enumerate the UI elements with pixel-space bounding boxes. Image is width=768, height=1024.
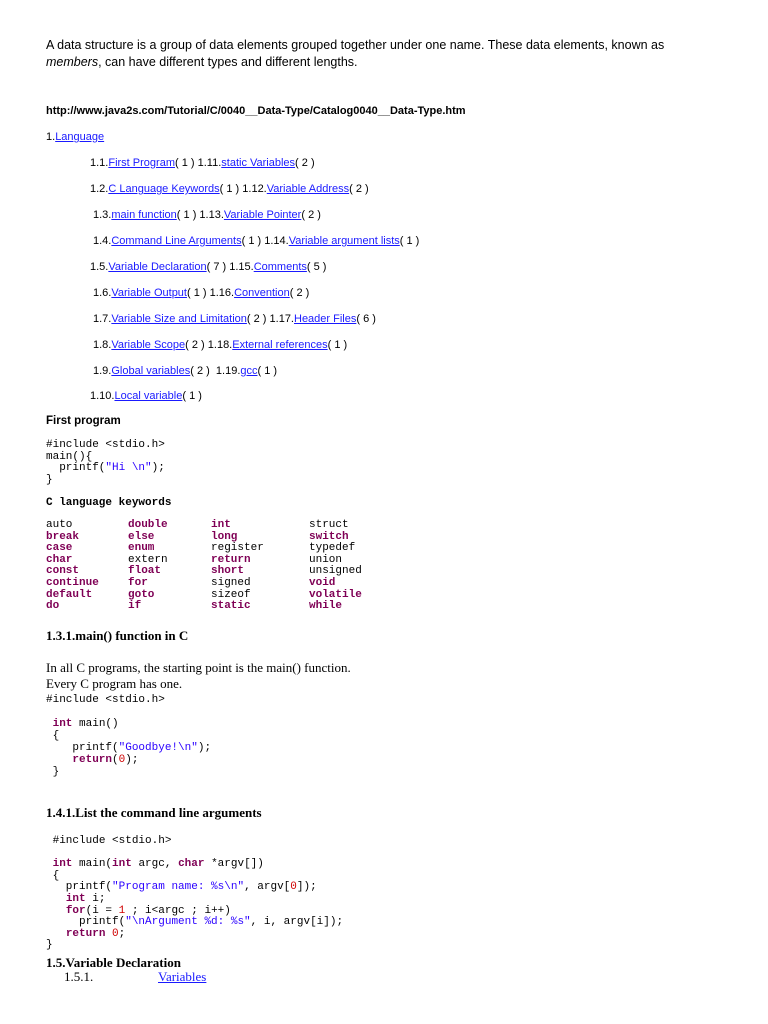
- code-text: ; i<argc ; i++): [125, 904, 231, 917]
- keyword-cell: const: [46, 565, 80, 578]
- toc-item-count: ( 5 ): [306, 261, 327, 273]
- toc-item-count: ( 1 ): [399, 235, 420, 247]
- toc-item-num: 1.9.: [93, 365, 112, 377]
- code-text: printf(: [52, 881, 113, 894]
- code-text: {: [52, 730, 60, 742]
- toc-item-num: 1.7.: [93, 313, 112, 325]
- toc-item-num: 1.4.: [93, 235, 112, 247]
- code-line: [46, 940, 343, 952]
- first-program-code: [46, 440, 165, 486]
- code-text: , argv[: [244, 881, 291, 894]
- code-line: [46, 754, 211, 766]
- keyword-cell: struct: [309, 519, 349, 531]
- toc-item-link[interactable]: C Language Keywords: [108, 183, 220, 195]
- source-url: http://www.java2s.com/Tutorial/C/0040__Data-Type/Catalog0040__Data-Type.htm: [46, 105, 466, 117]
- keyword-cell: do: [46, 600, 60, 613]
- code-keyword: return: [65, 927, 106, 940]
- keyword-cell: void: [309, 577, 336, 589]
- keyword-cell: else: [128, 530, 155, 543]
- toc-row: [93, 209, 321, 221]
- toc-item-num: 1.17.: [266, 313, 294, 325]
- keyword-cell: register: [211, 542, 264, 555]
- variables-link[interactable]: Variables: [158, 969, 207, 984]
- code-text: printf(: [46, 742, 119, 754]
- code-line: [46, 463, 165, 475]
- toc-row: [93, 339, 347, 351]
- decl-sub-num: 1.5.1.: [64, 969, 94, 984]
- keyword-cell: typedef: [309, 542, 356, 555]
- keyword-cell: if: [128, 600, 142, 613]
- code-keyword: return: [72, 754, 113, 766]
- toc-item-count: ( 2 ): [295, 157, 315, 169]
- keyword-cell: default: [46, 588, 93, 601]
- code-line: [46, 929, 343, 941]
- keyword-cell: switch: [309, 530, 349, 543]
- keyword-cell: union: [309, 553, 343, 566]
- keyword-cell: goto: [128, 588, 155, 601]
- toc-item-num: 1.16.: [206, 287, 235, 299]
- toc-item-count: ( 1 ): [182, 390, 202, 402]
- keyword-cell: enum: [128, 542, 155, 555]
- code-text: main(): [72, 718, 119, 730]
- toc-item-num: 1.12.: [239, 183, 267, 195]
- toc-item-num: 1.8.: [93, 339, 112, 351]
- code-text: main(: [72, 858, 113, 871]
- toc-item-count: ( 1 ): [219, 183, 240, 195]
- toc-item-link[interactable]: main function: [111, 209, 177, 221]
- code-text: );: [197, 742, 212, 754]
- code-text: *argv[]): [204, 858, 264, 871]
- code-line: [46, 836, 343, 848]
- code-text: i;: [85, 892, 106, 905]
- keyword-cell: double: [128, 519, 168, 531]
- toc-item-link[interactable]: gcc: [240, 365, 258, 377]
- main-section-text: [46, 660, 351, 692]
- toc-item-link[interactable]: Command Line Arguments: [111, 235, 242, 247]
- keyword-cell: return: [211, 553, 251, 566]
- intro-line-2: [46, 54, 664, 71]
- toc-row: [90, 157, 315, 169]
- code-text: argc,: [131, 858, 179, 871]
- toc-item-link[interactable]: Variable Size and Limitation: [111, 313, 247, 325]
- toc-item-count: ( 6 ): [356, 313, 376, 325]
- keyword-cell: int: [211, 519, 231, 531]
- code-line: [46, 859, 343, 871]
- code-text: printf(: [46, 462, 106, 474]
- keywords-heading: C language keywords: [46, 497, 172, 509]
- toc-item-link[interactable]: Comments: [253, 261, 307, 273]
- code-string: "Hi \n": [105, 462, 152, 474]
- toc-item-num: 1.6.: [93, 287, 112, 299]
- keyword-cell: case: [46, 542, 73, 555]
- args-section-heading: 1.4.1.List the command line arguments: [46, 805, 262, 820]
- intro-line-2-rest: , can have different types and different lengths.: [98, 55, 358, 69]
- decl-section-heading: 1.5.Variable Declaration: [46, 955, 181, 970]
- toc-item-link[interactable]: Variable Output: [111, 287, 187, 299]
- code-keyword: int: [52, 858, 73, 871]
- code-text: , i, argv[i]);: [250, 916, 344, 929]
- code-number: 0: [112, 927, 119, 940]
- code-line: [46, 718, 211, 730]
- code-line: [46, 742, 211, 754]
- toc-item-count: ( 1 ): [176, 209, 197, 221]
- toc-item-num: 1.1.: [90, 157, 109, 169]
- keyword-cell: static: [211, 600, 251, 613]
- toc-top-num: 1.: [46, 131, 56, 143]
- toc-row: [93, 287, 309, 299]
- toc-item-link[interactable]: Global variables: [111, 365, 191, 377]
- code-keyword: int: [52, 718, 73, 730]
- code-text: (: [112, 754, 119, 766]
- code-keyword: for: [65, 904, 86, 917]
- intro-paragraph: [46, 37, 664, 71]
- toc-item-count: ( 1 ): [186, 287, 207, 299]
- toc-item-count: ( 2 ): [289, 287, 310, 299]
- toc-item-count: ( 2 ): [246, 313, 267, 325]
- toc-row: [90, 390, 202, 402]
- toc-item-num: 1.14.: [261, 235, 289, 247]
- toc-item-num: 1.15.: [226, 261, 254, 273]
- code-string: "\nArgument %d: %s": [125, 916, 251, 929]
- toc-item-link[interactable]: Variable Scope: [111, 339, 186, 351]
- toc-item-count: ( 2 ): [190, 365, 210, 377]
- code-text: printf(: [52, 916, 126, 929]
- code-keyword: char: [178, 858, 205, 871]
- code-line: #include <stdio.h>: [46, 439, 165, 451]
- keyword-cell: unsigned: [309, 565, 362, 578]
- toc-item-count: ( 1 ): [174, 157, 195, 169]
- code-line: }: [46, 473, 53, 486]
- keyword-cell: extern: [128, 553, 168, 566]
- main-section-heading: 1.3.1.main() function in C: [46, 628, 189, 643]
- keyword-cell: continue: [46, 577, 99, 589]
- keyword-cell: short: [211, 565, 245, 578]
- toc-row: [90, 183, 369, 195]
- keywords-table: [46, 520, 406, 616]
- toc-item-link[interactable]: Variable Declaration: [108, 261, 207, 273]
- first-program-heading: First program: [46, 415, 121, 427]
- code-number: 1: [118, 904, 126, 917]
- code-number: 0: [118, 754, 126, 766]
- toc-item-link[interactable]: External references: [232, 339, 328, 351]
- toc-item-num: 1.19.: [209, 365, 241, 377]
- code-text: {: [52, 869, 60, 882]
- code-line: [46, 730, 211, 742]
- code-line: main(){: [46, 450, 93, 463]
- toc-item-num: 1.3.: [93, 209, 112, 221]
- code-keyword: int: [112, 858, 132, 871]
- code-number: 0: [290, 881, 297, 894]
- code-keyword: int: [65, 892, 86, 905]
- toc-item-count: ( 2 ): [301, 209, 321, 221]
- toc-item-link[interactable]: Header Files: [294, 313, 357, 325]
- toc-item-count: ( 1 ): [241, 235, 262, 247]
- toc-item-num: 1.5.: [90, 261, 109, 273]
- toc-item-link[interactable]: Local variable: [114, 390, 183, 402]
- code-line: [46, 766, 211, 778]
- args-code: [46, 836, 343, 952]
- toc-item-count: ( 1 ): [327, 339, 348, 351]
- code-string: "Program name: %s\n": [112, 881, 245, 894]
- keyword-cell: float: [128, 565, 162, 578]
- toc-item-link[interactable]: Variable Pointer: [223, 209, 302, 221]
- decl-subitem: [64, 969, 207, 985]
- code-text: );: [151, 462, 165, 474]
- keyword-cell: char: [46, 553, 73, 566]
- toc-item-num: 1.13.: [196, 209, 224, 221]
- code-text: ;: [118, 927, 126, 940]
- main-section-p1: In all C programs, the starting point is the main() function.: [46, 660, 351, 675]
- code-line: #include <stdio.h>: [46, 694, 165, 706]
- toc-row: [93, 235, 419, 247]
- keyword-cell: while: [309, 600, 343, 613]
- toc-item-link[interactable]: Variable Address: [266, 183, 350, 195]
- code-text: }: [52, 766, 60, 778]
- intro-members-word: members: [46, 55, 99, 69]
- toc-row: [90, 261, 326, 273]
- code-text: #include <stdio.h>: [52, 835, 172, 847]
- keyword-cell: sizeof: [211, 588, 251, 601]
- toc-item-link[interactable]: static Variables: [221, 157, 296, 169]
- toc-item-count: ( 1 ): [257, 365, 278, 377]
- toc-item-num: 1.11.: [194, 157, 222, 169]
- keyword-cell: break: [46, 530, 80, 543]
- code-text: (i =: [85, 904, 119, 917]
- toc-item-num: 1.2.: [90, 183, 109, 195]
- main-function-code: [46, 694, 211, 778]
- toc-item-link[interactable]: First Program: [108, 157, 175, 169]
- toc-top-item: [46, 131, 104, 143]
- keyword-cell: long: [211, 530, 238, 543]
- intro-line-1: A data structure is a group of data elements grouped together under one name. These data elements, known as: [46, 38, 665, 52]
- toc-row: [93, 365, 277, 377]
- code-string: "Goodbye!\n": [118, 742, 198, 754]
- toc-language-link[interactable]: Language: [55, 131, 105, 143]
- code-text: ]);: [296, 881, 317, 894]
- toc-item-count: ( 2 ): [185, 339, 205, 351]
- keyword-cell: auto: [46, 519, 73, 531]
- toc-item-link[interactable]: Convention: [234, 287, 290, 299]
- toc-item-count: ( 7 ): [206, 261, 227, 273]
- toc-item-num: 1.18.: [204, 339, 233, 351]
- keyword-cell: volatile: [309, 588, 362, 601]
- keyword-cell: for: [128, 577, 148, 589]
- code-text: }: [46, 939, 53, 952]
- keyword-cell: signed: [211, 577, 251, 589]
- toc-item-link[interactable]: Variable argument lists: [288, 235, 400, 247]
- code-text: );: [125, 754, 139, 766]
- main-section-p2: Every C program has one.: [46, 676, 183, 691]
- toc-row: [93, 313, 376, 325]
- toc-item-count: ( 2 ): [349, 183, 369, 195]
- toc-item-num: 1.10.: [90, 390, 115, 402]
